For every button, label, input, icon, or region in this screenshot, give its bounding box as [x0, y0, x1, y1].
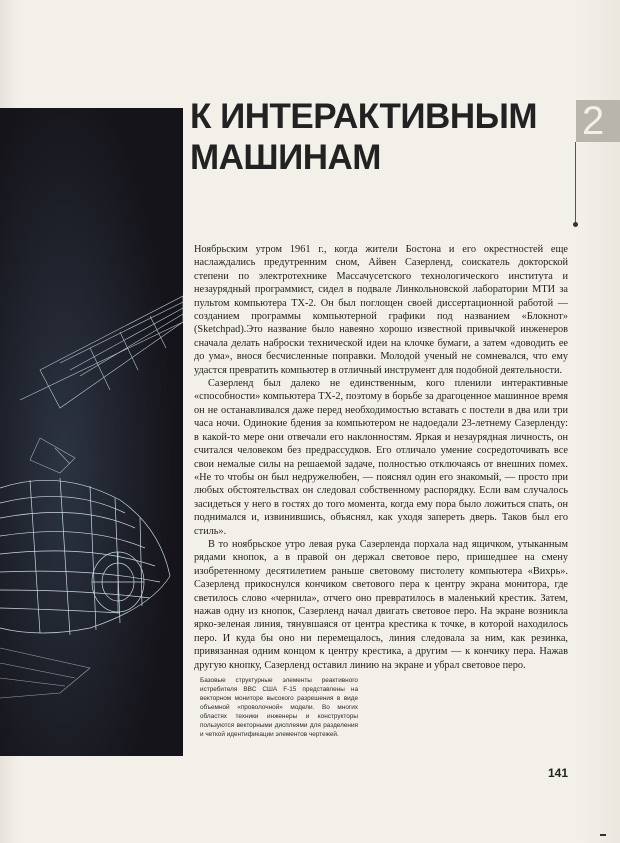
- paragraph-2: Сазерленд был далеко не единственным, кого пленили интерактивные «способности» компьютера TX-2, поэтому в борьбе за драгоценное машинное время он не останавливался даже перед необходимостью вставать с постели в два или три часа ночи. Одинокие бдения за компьютером не надоедали 23-летнему Сазерленду: в какой-то мере они отвечали его наклонностям. Яркая и незаурядная личность, он считался человеком без предрассудков. Его отличало умение сосредоточивать все свои немалые силы на решаемой задаче, полностью отключаясь от внешних помех. «Не то чтобы он был недружелюбен, — пояснял один его знакомый, — просто при любых обстоятельствах он следовал собственному распорядку. Если вам случалось засидеться у него в гостях до того момента, когда ему пора было ложиться спать, он поднимался и, извинившись, объяснял, как уходя запереть дверь. Таков был его стиль».: [194, 378, 568, 537]
- chapter-title: [190, 96, 570, 178]
- rule-dot: [573, 222, 578, 227]
- chapter-number: 2: [582, 99, 605, 143]
- paragraph-1: Ноябрьским утром 1961 г., когда жители Бостона и его окрестностей еще наслаждались предутренним сном, Айвен Сазерленд, соискатель докторской степени по электротехнике Массачусетского технологического института и незаурядный программист, сидел в подвале Линкольновской лаборатории МТИ за пультом компьютера TX-2. Он был поглощен своей диссертационной работой — созданием программы компьютерной графики под названием «Блокнот» (Sketchpad).Это название было навеяно хорошо известной привычкой инженеров сначала делать наброски технической идеи на клочке бумаги, а затем «доводить ее до ума», внося бесчисленные поправки. Молодой ученый не сомневался, что ему удастся превратить компьютер в отличный инструмент для подобной деятельности.: [194, 244, 568, 376]
- paragraph-3: В то ноябрьское утро левая рука Сазерленда порхала над ящичком, утыканным рядами кнопок, а в правой он держал световое перо, пришедшее на смену изобретенному десятилетием раньше световому пистолету компьютера «Вихрь». Сазерленд прикоснулся кончиком светового пера к центру экрана монитора, где светилось слово «чернила», отчего оно превратилось в маленький крестик. Затем, нажав одну из кнопок, Сазерленд начал двигать световое перо. На экране возникла ярко-зеленая линия, тянувшаяся от центра крестика к точке, в которой находилось перо. И куда бы оно ни перемещалось, линия следовала за ним, как резинка, привязанная одним концом к центру крестика, а другим — к кончику пера. Нажав другую кнопку, Сазерленд оставил линию на экране и убрал световое перо.: [194, 538, 568, 671]
- article-body: [194, 243, 568, 672]
- page-number: 141: [548, 766, 569, 780]
- corner-mark: [600, 834, 606, 836]
- title-line-2: МАШИНАМ: [190, 138, 381, 177]
- title-line-1: К ИНТЕРАКТИВНЫМ: [190, 97, 538, 136]
- figure-caption: Базовые структурные элементы реактивного истребителя ВВС США F-15 представлены на векторном мониторе высокого разрешения в виде объемной «проволочной» модели. Во многих областях техники инженеры и конструкторы пользуются векторными дисплеями для разделения и четкой идентификации элементов чертежей.: [200, 677, 358, 738]
- wireframe-jet-drawing: [0, 108, 183, 756]
- vertical-rule: [575, 142, 576, 224]
- wireframe-jet-image: [0, 108, 183, 756]
